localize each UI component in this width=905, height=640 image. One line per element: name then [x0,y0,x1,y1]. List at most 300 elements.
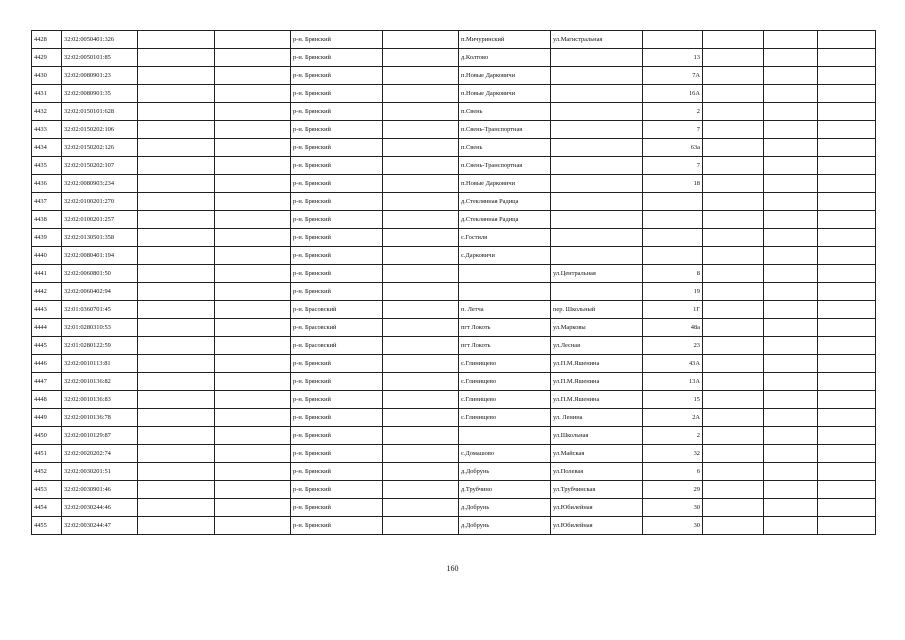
locality-cell: п.Новые Дарковичи [459,175,551,193]
empty-cell [138,517,215,535]
empty-cell [764,139,818,157]
empty-cell [138,157,215,175]
row-number-cell: 4442 [32,283,62,301]
empty-cell [703,517,764,535]
empty-cell [818,517,876,535]
table-row [32,49,876,67]
empty-cell [138,139,215,157]
house-number-cell: 30 [643,499,703,517]
row-number-cell: 4441 [32,265,62,283]
row-number-cell: 4434 [32,139,62,157]
empty-cell [818,265,876,283]
empty-cell [383,211,459,229]
empty-cell [383,49,459,67]
empty-cell [764,409,818,427]
street-cell: ул.Центральная [551,265,643,283]
empty-cell [764,67,818,85]
row-number-cell: 4449 [32,409,62,427]
empty-cell [215,517,291,535]
empty-cell [215,301,291,319]
empty-cell [764,445,818,463]
house-number-cell: 63а [643,139,703,157]
table-row [32,427,876,445]
district-cell: р-н. Брянский [291,121,383,139]
empty-cell [703,445,764,463]
street-cell [551,193,643,211]
district-cell: р-н. Брянский [291,445,383,463]
empty-cell [383,463,459,481]
house-number-cell: 8 [643,265,703,283]
locality-cell: д.Стеклянная Радица [459,193,551,211]
row-number-cell: 4455 [32,517,62,535]
cadastral-number-cell: 32:02:0010136:78 [62,409,138,427]
empty-cell [383,301,459,319]
empty-cell [818,337,876,355]
empty-cell [818,301,876,319]
street-cell: ул.Марковы [551,319,643,337]
empty-cell [818,409,876,427]
empty-cell [383,31,459,49]
street-cell: ул. Ленина [551,409,643,427]
cadastral-number-cell: 32:02:0010136:82 [62,373,138,391]
property-register-table [31,30,876,535]
empty-cell [215,481,291,499]
row-number-cell: 4440 [32,247,62,265]
cadastral-number-cell: 32:02:0030244:46 [62,499,138,517]
house-number-cell [643,211,703,229]
row-number-cell: 4430 [32,67,62,85]
empty-cell [383,445,459,463]
empty-cell [703,265,764,283]
locality-cell: п.Свень [459,103,551,121]
page-number: 160 [446,564,459,573]
empty-cell [818,31,876,49]
empty-cell [818,319,876,337]
house-number-cell: 16А [643,85,703,103]
cadastral-number-cell: 32:02:0150101:628 [62,103,138,121]
cadastral-number-cell: 32:02:0030901:46 [62,481,138,499]
district-cell: р-н. Брянский [291,463,383,481]
street-cell: ул.П.М.Яшенина [551,355,643,373]
empty-cell [703,67,764,85]
street-cell: пер. Школьный [551,301,643,319]
empty-cell [215,211,291,229]
empty-cell [703,283,764,301]
empty-cell [215,409,291,427]
district-cell: р-н. Брянский [291,409,383,427]
row-number-cell: 4451 [32,445,62,463]
district-cell: р-н. Брянский [291,247,383,265]
empty-cell [764,481,818,499]
empty-cell [383,247,459,265]
table-row [32,355,876,373]
empty-cell [383,355,459,373]
table-row [32,337,876,355]
empty-cell [818,247,876,265]
row-number-cell: 4428 [32,31,62,49]
empty-cell [215,139,291,157]
empty-cell [215,49,291,67]
empty-cell [383,139,459,157]
district-cell: р-н. Брянский [291,49,383,67]
empty-cell [138,409,215,427]
table-row [32,481,876,499]
empty-cell [764,265,818,283]
empty-cell [764,193,818,211]
empty-cell [215,499,291,517]
empty-cell [703,85,764,103]
table-row [32,85,876,103]
empty-cell [818,445,876,463]
street-cell [551,85,643,103]
empty-cell [703,373,764,391]
district-cell: р-н. Брянский [291,499,383,517]
empty-cell [138,211,215,229]
empty-cell [703,31,764,49]
row-number-cell: 4444 [32,319,62,337]
cadastral-number-cell: 32:02:0050401:326 [62,31,138,49]
house-number-cell: 7 [643,121,703,139]
cadastral-number-cell: 32:02:0100201:257 [62,211,138,229]
empty-cell [703,391,764,409]
district-cell: р-н. Брасовский [291,337,383,355]
empty-cell [703,103,764,121]
locality-cell: п.Новые Дарковичи [459,85,551,103]
house-number-cell [643,229,703,247]
register-body [32,31,876,535]
district-cell: р-н. Брянский [291,355,383,373]
empty-cell [383,229,459,247]
locality-cell: д.Трубчино [459,481,551,499]
empty-cell [818,49,876,67]
street-cell: ул.Юбилейная [551,517,643,535]
row-number-cell: 4433 [32,121,62,139]
empty-cell [703,121,764,139]
empty-cell [138,67,215,85]
cadastral-number-cell: 32:02:0010136:83 [62,391,138,409]
cadastral-number-cell: 32:02:0080901:23 [62,67,138,85]
empty-cell [764,49,818,67]
district-cell: р-н. Брасовский [291,319,383,337]
house-number-cell [643,247,703,265]
house-number-cell [643,193,703,211]
empty-cell [383,409,459,427]
empty-cell [703,301,764,319]
street-cell: ул.П.М.Яшенина [551,373,643,391]
district-cell: р-н. Брянский [291,391,383,409]
empty-cell [383,157,459,175]
empty-cell [703,157,764,175]
cadastral-number-cell: 32:02:0150202:107 [62,157,138,175]
locality-cell: п.Свень [459,139,551,157]
house-number-cell: 7 [643,157,703,175]
empty-cell [818,355,876,373]
table-row [32,283,876,301]
empty-cell [764,121,818,139]
empty-cell [138,301,215,319]
empty-cell [138,355,215,373]
locality-cell: пгт Локоть [459,319,551,337]
empty-cell [818,175,876,193]
empty-cell [818,391,876,409]
empty-cell [383,85,459,103]
empty-cell [703,481,764,499]
table-row [32,139,876,157]
empty-cell [818,85,876,103]
empty-cell [764,427,818,445]
cadastral-number-cell: 32:02:0060402:94 [62,283,138,301]
empty-cell [138,175,215,193]
empty-cell [215,337,291,355]
empty-cell [383,373,459,391]
empty-cell [383,103,459,121]
row-number-cell: 4454 [32,499,62,517]
district-cell: р-н. Брянский [291,193,383,211]
row-number-cell: 4447 [32,373,62,391]
district-cell: р-н. Брянский [291,67,383,85]
locality-cell [459,283,551,301]
row-number-cell: 4436 [32,175,62,193]
street-cell [551,175,643,193]
empty-cell [138,31,215,49]
empty-cell [703,175,764,193]
empty-cell [138,283,215,301]
empty-cell [215,193,291,211]
table-row [32,175,876,193]
house-number-cell: 6 [643,463,703,481]
street-cell [551,49,643,67]
empty-cell [215,229,291,247]
locality-cell [459,265,551,283]
house-number-cell: 48а [643,319,703,337]
locality-cell: п.Свень-Транспортная [459,157,551,175]
cadastral-number-cell: 32:02:0150202:106 [62,121,138,139]
empty-cell [138,103,215,121]
cadastral-number-cell: 32:02:0010129:87 [62,427,138,445]
house-number-cell: 13 [643,49,703,67]
cadastral-number-cell: 32:01:0280310:53 [62,319,138,337]
empty-cell [383,337,459,355]
locality-cell: д.Стеклянная Радица [459,211,551,229]
table-row [32,463,876,481]
empty-cell [138,499,215,517]
table-row [32,67,876,85]
empty-cell [138,481,215,499]
cadastral-number-cell: 32:02:0030201:51 [62,463,138,481]
locality-cell: п.Свень-Транспортная [459,121,551,139]
street-cell: ул.Майская [551,445,643,463]
row-number-cell: 4438 [32,211,62,229]
empty-cell [818,139,876,157]
empty-cell [764,517,818,535]
house-number-cell: 23 [643,337,703,355]
empty-cell [703,499,764,517]
empty-cell [215,427,291,445]
locality-cell: д.Колтово [459,49,551,67]
cadastral-number-cell: 32:01:0360701:45 [62,301,138,319]
empty-cell [383,193,459,211]
house-number-cell: 15 [643,391,703,409]
house-number-cell: 2А [643,409,703,427]
empty-cell [703,229,764,247]
table-row [32,211,876,229]
street-cell [551,121,643,139]
district-cell: р-н. Брянский [291,517,383,535]
table-row [32,229,876,247]
street-cell [551,211,643,229]
cadastral-number-cell: 32:02:0080401:194 [62,247,138,265]
empty-cell [138,85,215,103]
row-number-cell: 4435 [32,157,62,175]
empty-cell [764,391,818,409]
empty-cell [138,391,215,409]
empty-cell [818,103,876,121]
street-cell: ул.Полевая [551,463,643,481]
cadastral-number-cell: 32:02:0030244:47 [62,517,138,535]
empty-cell [138,247,215,265]
locality-cell: с.Домашово [459,445,551,463]
house-number-cell: 7А [643,67,703,85]
locality-cell: с.Глинищево [459,373,551,391]
cadastral-number-cell: 32:02:0020202:74 [62,445,138,463]
empty-cell [818,373,876,391]
empty-cell [764,103,818,121]
empty-cell [703,463,764,481]
street-cell: ул.Юбилейная [551,499,643,517]
empty-cell [383,67,459,85]
table-row [32,391,876,409]
empty-cell [764,319,818,337]
table-row [32,31,876,49]
empty-cell [703,49,764,67]
empty-cell [215,463,291,481]
empty-cell [383,265,459,283]
row-number-cell: 4446 [32,355,62,373]
district-cell: р-н. Брянский [291,85,383,103]
empty-cell [703,409,764,427]
locality-cell: п. Летча [459,301,551,319]
empty-cell [818,463,876,481]
empty-cell [703,337,764,355]
row-number-cell: 4445 [32,337,62,355]
empty-cell [703,139,764,157]
empty-cell [383,283,459,301]
row-number-cell: 4453 [32,481,62,499]
empty-cell [215,103,291,121]
empty-cell [764,211,818,229]
district-cell: р-н. Брянский [291,229,383,247]
street-cell: ул.Школьная [551,427,643,445]
locality-cell: с.Гостиля [459,229,551,247]
empty-cell [818,121,876,139]
house-number-cell: 18 [643,175,703,193]
house-number-cell: 19 [643,283,703,301]
street-cell: ул.Магистральная [551,31,643,49]
empty-cell [764,463,818,481]
locality-cell: пгт Локоть [459,337,551,355]
street-cell: ул.Трубчинская [551,481,643,499]
district-cell: р-н. Брянский [291,139,383,157]
empty-cell [383,121,459,139]
row-number-cell: 4437 [32,193,62,211]
street-cell [551,283,643,301]
row-number-cell: 4432 [32,103,62,121]
empty-cell [138,463,215,481]
empty-cell [215,265,291,283]
cadastral-number-cell: 32:02:0050101:85 [62,49,138,67]
empty-cell [703,427,764,445]
empty-cell [138,373,215,391]
empty-cell [138,445,215,463]
empty-cell [138,229,215,247]
table-row [32,319,876,337]
empty-cell [138,427,215,445]
empty-cell [818,67,876,85]
empty-cell [703,247,764,265]
house-number-cell: 2 [643,427,703,445]
cadastral-number-cell: 32:02:0100201:270 [62,193,138,211]
empty-cell [764,283,818,301]
cadastral-number-cell: 32:01:0280122:59 [62,337,138,355]
empty-cell [764,157,818,175]
row-number-cell: 4452 [32,463,62,481]
table-row [32,499,876,517]
empty-cell [383,175,459,193]
table-row [32,409,876,427]
empty-cell [383,517,459,535]
street-cell: ул.П.М.Яшенина [551,391,643,409]
street-cell [551,103,643,121]
locality-cell: п.Новые Дарковичи [459,67,551,85]
table-row [32,247,876,265]
empty-cell [215,67,291,85]
cadastral-number-cell: 32:02:0010113:81 [62,355,138,373]
table-row [32,301,876,319]
empty-cell [383,391,459,409]
row-number-cell: 4450 [32,427,62,445]
cadastral-number-cell: 32:02:0080901:35 [62,85,138,103]
empty-cell [383,499,459,517]
street-cell [551,67,643,85]
empty-cell [138,265,215,283]
district-cell: р-н. Брасовский [291,301,383,319]
empty-cell [764,373,818,391]
empty-cell [215,175,291,193]
house-number-cell: 29 [643,481,703,499]
empty-cell [703,193,764,211]
empty-cell [215,121,291,139]
locality-cell: д.Добрунь [459,517,551,535]
house-number-cell [643,31,703,49]
row-number-cell: 4431 [32,85,62,103]
house-number-cell: 43А [643,355,703,373]
locality-cell: с.Дарковичи [459,247,551,265]
empty-cell [138,49,215,67]
district-cell: р-н. Брянский [291,157,383,175]
table-row [32,121,876,139]
street-cell [551,247,643,265]
cadastral-number-cell: 32:02:0150202:126 [62,139,138,157]
table-row [32,373,876,391]
house-number-cell: 2 [643,103,703,121]
district-cell: р-н. Брянский [291,373,383,391]
street-cell [551,229,643,247]
empty-cell [215,319,291,337]
table-row [32,103,876,121]
empty-cell [215,445,291,463]
house-number-cell: 30 [643,517,703,535]
empty-cell [818,193,876,211]
